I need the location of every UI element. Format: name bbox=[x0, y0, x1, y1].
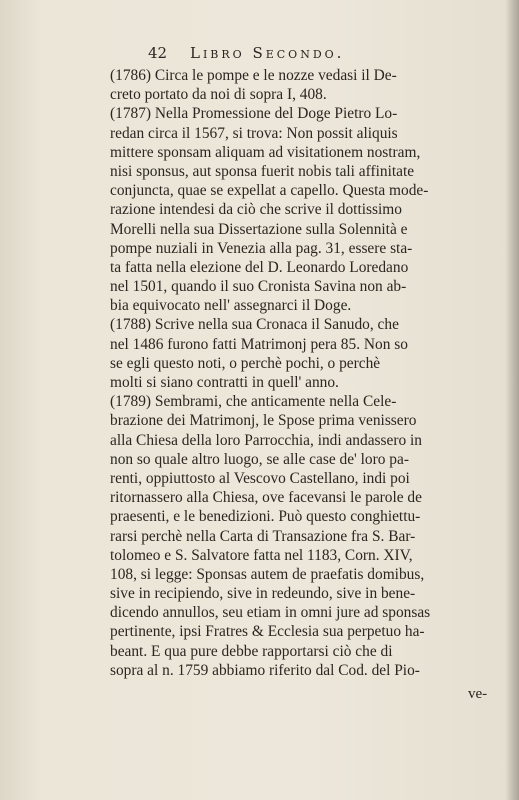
text-line: (1786) Circa le pompe e le nozze vedasi il De- bbox=[110, 67, 397, 84]
text-line: sopra al n. 1759 abbiamo riferito dal Cod. del Pio- bbox=[110, 661, 420, 679]
text-line: mittere sponsam aliquam ad visitationem nostram, bbox=[110, 143, 421, 161]
text-line: redan circa il 1567, si trova: Non possit aliquis bbox=[110, 124, 398, 142]
text-line: tolomeo e S. Salvatore fatta nel 1183, Corn. XIV, bbox=[110, 546, 413, 564]
text-line: nel 1486 furono fatti Matrimonj pera 85. Non so bbox=[110, 335, 408, 353]
text-line: (1789) Sembrami, che anticamente nella Cele- bbox=[110, 393, 397, 411]
text-line: nel 1501, quando il suo Cronista Savina non ab- bbox=[110, 278, 407, 296]
text-line: nisi sponsus, aut sponsa fuerit nobis tali affinitate bbox=[110, 162, 415, 180]
running-head: Libro Secondo. bbox=[190, 44, 345, 62]
text-line: bia equivocato nell' assegnarci il Doge. bbox=[110, 297, 352, 315]
text-line: beant. E qua pure debbe rapportarsi ciò che di bbox=[110, 642, 393, 660]
text-line: brazione dei Matrimonj, le Spose prima venissero bbox=[110, 412, 417, 430]
text-line: pertinente, ipsi Fratres & Ecclesia sua perpetuo ha- bbox=[110, 623, 425, 641]
text-line: alla Chiesa della loro Parrocchia, indi andassero in bbox=[110, 431, 422, 449]
text-line: molti si siano contratti in quell' anno. bbox=[110, 374, 339, 391]
text-line: pompe nuziali in Venezia alla pag. 31, essere sta- bbox=[110, 239, 413, 257]
text-line: praesenti, e le benedizioni. Può questo conghiettu- bbox=[110, 508, 421, 526]
text-line: non so quale altro luogo, se alle case de' loro pa- bbox=[110, 450, 409, 468]
text-line: razione intendesi da ciò che scrive il dottissimo bbox=[110, 201, 402, 219]
text-line: renti, oppiuttosto al Vescovo Castellano, indi poi bbox=[110, 469, 410, 487]
text-line: se egli questo noti, o perchè pochi, o perchè bbox=[110, 354, 381, 372]
text-line: ritornassero alla Chiesa, ove facevansi le parole de bbox=[110, 489, 422, 507]
catchword: ve- bbox=[468, 686, 488, 702]
page-header bbox=[148, 44, 499, 66]
text-line: (1787) Nella Promessione del Doge Pietro Lo- bbox=[110, 105, 398, 123]
text-line: creto portato da noi di sopra I, 408. bbox=[110, 86, 327, 104]
body-text bbox=[110, 66, 512, 680]
text-line: conjuncta, quae se expellat a capello. Questa mode- bbox=[110, 182, 429, 200]
text-line: 108, si legge: Sponsas autem de praefatis domibus, bbox=[110, 565, 425, 583]
page-number: 42 bbox=[148, 44, 168, 62]
page-edge-shadow bbox=[505, 0, 519, 800]
text-line: rarsi perchè nella Carta di Transazione fra S. Bar- bbox=[110, 527, 416, 545]
text-line: Morelli nella sua Dissertazione sulla Solennità e bbox=[110, 220, 408, 238]
text-line: sive in recipiendo, sive in redeundo, sive in bene- bbox=[110, 585, 416, 603]
text-line: ta fatta nella elezione del D. Leonardo Loredano bbox=[110, 258, 409, 276]
text-line: (1788) Scrive nella sua Cronaca il Sanudo, che bbox=[110, 316, 399, 334]
text-line: dicendo annullos, seu etiam in omni jure ad sponsas bbox=[110, 604, 431, 622]
